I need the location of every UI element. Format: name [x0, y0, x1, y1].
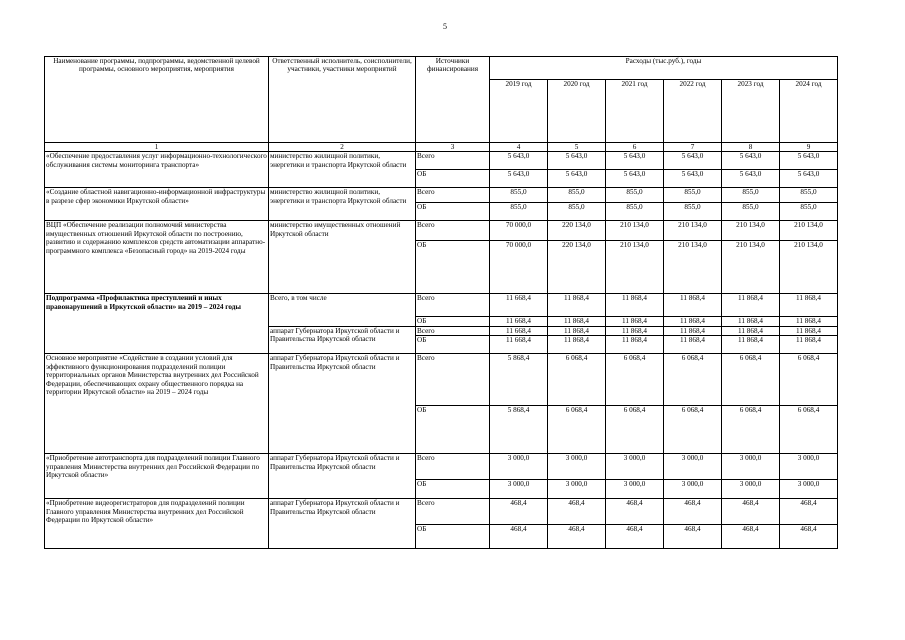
value-cell: 6 068,4	[664, 354, 722, 406]
column-index: 4	[490, 143, 548, 152]
value-cell: 11 868,4	[606, 336, 664, 354]
activity-name: «Приобретение видеорегистраторов для подразделений полиции Главного управления Министерства внутренних дел Российской Федерации по Иркутской области»	[45, 499, 269, 549]
source-ob-label: ОБ	[416, 480, 490, 499]
value-cell: 11 868,4	[606, 317, 664, 326]
value-cell: 5 643,0	[606, 170, 664, 188]
value-cell: 11 668,4	[490, 294, 548, 317]
source-ob-label: ОБ	[416, 336, 490, 354]
value-cell: 468,4	[606, 525, 664, 549]
source-total-label: Всего	[416, 326, 490, 335]
value-cell: 3 000,0	[722, 454, 780, 480]
value-cell: 6 068,4	[780, 354, 838, 406]
value-cell: 5 643,0	[548, 170, 606, 188]
responsible-executor: аппарат Губернатора Иркутской области и Правительства Иркутской области	[269, 354, 416, 454]
source-total-label: Всего	[416, 294, 490, 317]
value-cell: 5 643,0	[722, 170, 780, 188]
value-cell: 855,0	[490, 188, 548, 203]
value-cell: 468,4	[780, 525, 838, 549]
column-index: 6	[606, 143, 664, 152]
header-year: 2023 год	[722, 80, 780, 143]
value-cell: 11 868,4	[780, 317, 838, 326]
value-cell: 210 134,0	[722, 221, 780, 241]
activity-name: Основное мероприятие «Содействие в создании условий для эффективного функционирования подразделений полиции территориальных органов Министерства внутренних дел Российской Федерации, обеспечивающих охрану общественного порядка на территории Иркутской области» на 2019 – 2024 годы	[45, 354, 269, 454]
source-total-label: Всего	[416, 188, 490, 203]
header-year: 2021 год	[606, 80, 664, 143]
value-cell: 855,0	[606, 203, 664, 221]
value-cell: 6 068,4	[780, 406, 838, 454]
value-cell: 6 068,4	[606, 406, 664, 454]
responsible-executor: Всего, в том числе	[269, 294, 416, 326]
source-ob-label: ОБ	[416, 241, 490, 294]
source-ob-label: ОБ	[416, 317, 490, 326]
value-cell: 468,4	[722, 525, 780, 549]
value-cell: 3 000,0	[780, 480, 838, 499]
value-cell: 5 643,0	[722, 152, 780, 170]
responsible-executor: министерство жилищной политики, энергетики и транспорта Иркутской области	[269, 188, 416, 221]
value-cell: 468,4	[780, 499, 838, 525]
activity-name: ВЦП «Обеспечение реализации полномочий министерства имущественных отношений Иркутской области по построению, развитию и содержанию комплексов средств автоматизации аппаратно-программного комплекса «Безопасный город» на 2019-2024 годы	[45, 221, 269, 294]
value-cell: 210 134,0	[780, 241, 838, 294]
column-index: 8	[722, 143, 780, 152]
source-ob-label: ОБ	[416, 203, 490, 221]
value-cell: 3 000,0	[490, 454, 548, 480]
value-cell: 220 134,0	[548, 241, 606, 294]
value-cell: 468,4	[548, 499, 606, 525]
value-cell: 11 868,4	[548, 294, 606, 317]
value-cell: 11 868,4	[548, 336, 606, 354]
value-cell: 210 134,0	[606, 241, 664, 294]
value-cell: 11 868,4	[722, 294, 780, 317]
responsible-executor: аппарат Губернатора Иркутской области и Правительства Иркутской области	[269, 499, 416, 549]
value-cell: 468,4	[664, 525, 722, 549]
value-cell: 855,0	[548, 203, 606, 221]
responsible-executor: аппарат Губернатора Иркутской области и Правительства Иркутской области	[269, 454, 416, 499]
value-cell: 11 868,4	[664, 326, 722, 335]
budget-table	[44, 56, 838, 549]
value-cell: 6 068,4	[548, 406, 606, 454]
column-index: 5	[548, 143, 606, 152]
value-cell: 3 000,0	[780, 454, 838, 480]
value-cell: 3 000,0	[664, 454, 722, 480]
value-cell: 855,0	[664, 203, 722, 221]
value-cell: 468,4	[722, 499, 780, 525]
value-cell: 6 068,4	[722, 406, 780, 454]
responsible-executor: министерство имущественных отношений Иркутской области	[269, 221, 416, 294]
value-cell: 6 068,4	[664, 406, 722, 454]
value-cell: 6 068,4	[722, 354, 780, 406]
value-cell: 11 868,4	[548, 326, 606, 335]
value-cell: 5 643,0	[664, 170, 722, 188]
column-index: 9	[780, 143, 838, 152]
value-cell: 5 643,0	[780, 170, 838, 188]
value-cell: 3 000,0	[722, 480, 780, 499]
value-cell: 855,0	[490, 203, 548, 221]
column-index: 2	[269, 143, 416, 152]
header-year: 2024 год	[780, 80, 838, 143]
value-cell: 11 868,4	[722, 326, 780, 335]
page-number: 5	[443, 22, 447, 31]
header-year: 2020 год	[548, 80, 606, 143]
value-cell: 11 868,4	[780, 294, 838, 317]
column-index: 7	[664, 143, 722, 152]
source-total-label: Всего	[416, 454, 490, 480]
source-total-label: Всего	[416, 354, 490, 406]
value-cell: 3 000,0	[548, 480, 606, 499]
subprogram-name: Подпрограмма «Профилактика преступлений и иных правонарушений в Иркутской области» на 2019 – 2024 годы	[45, 294, 269, 354]
value-cell: 5 643,0	[490, 152, 548, 170]
value-cell: 3 000,0	[606, 454, 664, 480]
value-cell: 855,0	[722, 203, 780, 221]
value-cell: 11 868,4	[664, 294, 722, 317]
responsible-executor: аппарат Губернатора Иркутской области и Правительства Иркутской области	[269, 326, 416, 353]
value-cell: 3 000,0	[490, 480, 548, 499]
value-cell: 5 643,0	[606, 152, 664, 170]
value-cell: 11 868,4	[780, 336, 838, 354]
value-cell: 11 668,4	[490, 326, 548, 335]
header-expenses: Расходы (тыс.руб.), годы	[490, 57, 838, 80]
activity-name: «Создание областной навигационно-информационной инфраструктуры в разрезе сфер экономики Иркутской области»	[45, 188, 269, 221]
value-cell: 6 068,4	[606, 354, 664, 406]
value-cell: 11 868,4	[548, 317, 606, 326]
source-ob-label: ОБ	[416, 525, 490, 549]
value-cell: 11 868,4	[606, 294, 664, 317]
value-cell: 855,0	[722, 188, 780, 203]
value-cell: 11 868,4	[606, 326, 664, 335]
value-cell: 855,0	[780, 188, 838, 203]
responsible-executor: министерство жилищной политики, энергетики и транспорта Иркутской области	[269, 152, 416, 188]
source-ob-label: ОБ	[416, 170, 490, 188]
source-total-label: Всего	[416, 499, 490, 525]
value-cell: 11 668,4	[490, 336, 548, 354]
value-cell: 11 668,4	[490, 317, 548, 326]
value-cell: 5 643,0	[780, 152, 838, 170]
value-cell: 855,0	[664, 188, 722, 203]
header-year: 2019 год	[490, 80, 548, 143]
value-cell: 210 134,0	[780, 221, 838, 241]
value-cell: 3 000,0	[606, 480, 664, 499]
header-responsible: Ответственный исполнитель, соисполнители, участники, участники мероприятий	[269, 57, 416, 143]
source-total-label: Всего	[416, 221, 490, 241]
value-cell: 468,4	[490, 525, 548, 549]
value-cell: 220 134,0	[548, 221, 606, 241]
value-cell: 5 868,4	[490, 406, 548, 454]
value-cell: 70 000,0	[490, 221, 548, 241]
column-index: 3	[416, 143, 490, 152]
value-cell: 855,0	[780, 203, 838, 221]
value-cell: 3 000,0	[548, 454, 606, 480]
activity-name: «Обеспечение предоставления услуг информационно-технологического обслуживания системы мониторинга транспорта»	[45, 152, 269, 188]
value-cell: 3 000,0	[664, 480, 722, 499]
source-ob-label: ОБ	[416, 406, 490, 454]
header-source: Источники финансирования	[416, 57, 490, 143]
value-cell: 210 134,0	[664, 221, 722, 241]
source-total-label: Всего	[416, 152, 490, 170]
value-cell: 210 134,0	[606, 221, 664, 241]
value-cell: 70 000,0	[490, 241, 548, 294]
value-cell: 11 868,4	[722, 336, 780, 354]
value-cell: 11 868,4	[664, 317, 722, 326]
value-cell: 468,4	[606, 499, 664, 525]
value-cell: 855,0	[606, 188, 664, 203]
activity-name: «Приобретение автотранспорта для подразделений полиции Главного управления Министерства внутренних дел Российской Федерации по Иркутской области»	[45, 454, 269, 499]
header-name: Наименование программы, подпрограммы, ведомственной целевой программы, основного мероприятия, мероприятия	[45, 57, 269, 143]
value-cell: 210 134,0	[722, 241, 780, 294]
value-cell: 5 643,0	[490, 170, 548, 188]
header-year: 2022 год	[664, 80, 722, 143]
value-cell: 5 643,0	[548, 152, 606, 170]
value-cell: 6 068,4	[548, 354, 606, 406]
value-cell: 5 643,0	[664, 152, 722, 170]
value-cell: 11 868,4	[664, 336, 722, 354]
value-cell: 468,4	[490, 499, 548, 525]
value-cell: 11 868,4	[780, 326, 838, 335]
value-cell: 468,4	[548, 525, 606, 549]
value-cell: 468,4	[664, 499, 722, 525]
column-index: 1	[45, 143, 269, 152]
value-cell: 11 868,4	[722, 317, 780, 326]
value-cell: 5 868,4	[490, 354, 548, 406]
value-cell: 855,0	[548, 188, 606, 203]
value-cell: 210 134,0	[664, 241, 722, 294]
